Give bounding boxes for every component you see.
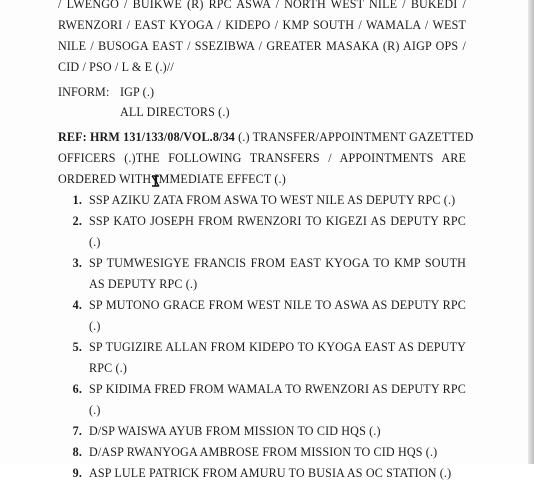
reference-line: OFFICERS (.)THE FOLLOWING TRANSFERS / APPOINTMENTS ARE <box>58 151 466 165</box>
transfer-item-number: 2. <box>72 214 82 228</box>
reference-line <box>58 127 474 148</box>
addressee-line: RWENZORI / EAST KYOGA / KIDEPO / KMP SOUTH / WAMALA / WEST <box>58 18 466 32</box>
document-body <box>58 0 474 484</box>
addressee-line: / LWENGO / BUIKWE (R) RPC ASWA / NORTH WEST NILE / BUKEDI / <box>58 0 466 11</box>
transfer-item-line: D/ASP RWANYOGA AMBROSE FROM MISSION TO CID HQS (.) <box>89 445 438 459</box>
transfer-item-line: SP TUMWESIGYE FRANCIS FROM EAST KYOGA TO KMP SOUTH <box>89 256 466 270</box>
transfer-item-line: D/SP WAISWA AYUB FROM MISSION TO CID HQS (.) <box>89 424 381 438</box>
transfer-item-line: SP MUTONO GRACE FROM WEST NILE TO ASWA AS DEPUTY RPC <box>89 298 466 312</box>
reference-subject: (.) TRANSFER/APPOINTMENT GAZETTED <box>238 130 474 144</box>
transfer-item-text <box>89 190 466 211</box>
transfer-item <box>58 211 466 253</box>
transfer-item-number: 6. <box>72 382 82 396</box>
transfer-item-number: 8. <box>72 445 82 459</box>
transfer-list <box>58 190 466 484</box>
transfer-item-text <box>89 337 466 379</box>
addressee-line: NILE / BUSOGA EAST / SSEZIBWA / GREATER MASAKA (R) AIGP OPS / <box>58 39 466 53</box>
reference-block <box>58 127 474 190</box>
page-edge-shadow <box>528 0 534 464</box>
transfer-item-line: SP KIDIMA FRED FROM WAMALA TO RWENZORI AS DEPUTY RPC <box>89 382 466 396</box>
transfer-item <box>58 421 466 442</box>
inform-recipient: IGP (.) <box>120 85 155 99</box>
reference-line: ORDERED WITH IMMEDIATE EFFECT (.) <box>58 172 286 186</box>
transfer-item <box>58 253 466 295</box>
inform-recipient: ALL DIRECTORS (.) <box>120 105 230 119</box>
transfer-item-line: (.) <box>89 403 101 417</box>
transfer-item-line: ASP LULE PATRICK FROM AMURU TO BUSIA AS OC STATION (.) <box>89 466 452 480</box>
transfer-item-text <box>89 421 466 442</box>
addressee-line: CID / PSO / L & E (.)// <box>58 60 174 74</box>
transfer-item-line: SSP AZIKU ZATA FROM ASWA TO WEST NILE AS DEPUTY RPC (.) <box>89 193 456 207</box>
inform-recipients <box>120 82 230 122</box>
reference-code: REF: HRM 131/133/08/VOL.8/34 <box>58 130 235 144</box>
transfer-item-number: 1. <box>72 193 82 207</box>
inform-block <box>58 82 466 122</box>
transfer-item <box>58 379 466 421</box>
transfer-item-text <box>89 295 466 337</box>
transfer-item-line: SSP KATO JOSEPH FROM RWENZORI TO KIGEZI AS DEPUTY RPC <box>89 214 466 228</box>
transfer-item-text <box>89 211 466 253</box>
transfer-item-text <box>89 253 466 295</box>
transfer-item <box>58 295 466 337</box>
transfer-item-number: 4. <box>72 298 82 312</box>
transfer-item-number: 7. <box>72 424 82 438</box>
inform-label: INFORM: <box>58 85 110 99</box>
transfer-item-text <box>89 463 466 484</box>
transfer-item <box>58 442 466 463</box>
transfer-item-line: SP TUGIZIRE ALLAN FROM KIDEPO TO KYOGA EAST AS DEPUTY <box>89 340 466 354</box>
transfer-item-text <box>89 442 466 463</box>
transfer-item-number: 9. <box>72 466 82 480</box>
transfer-item-number: 5. <box>72 340 82 354</box>
transfer-item <box>58 337 466 379</box>
transfer-item <box>58 463 466 484</box>
transfer-item-line: AS DEPUTY RPC (.) <box>89 277 198 291</box>
transfer-item-line: (.) <box>89 235 101 249</box>
text-cursor-icon <box>151 175 160 187</box>
addressee-block <box>58 0 466 78</box>
transfer-item-text <box>89 379 466 421</box>
transfer-item-number: 3. <box>72 256 82 270</box>
transfer-item-line: RPC (.) <box>89 361 128 375</box>
transfer-item-line: (.) <box>89 319 101 333</box>
transfer-item <box>58 190 466 211</box>
